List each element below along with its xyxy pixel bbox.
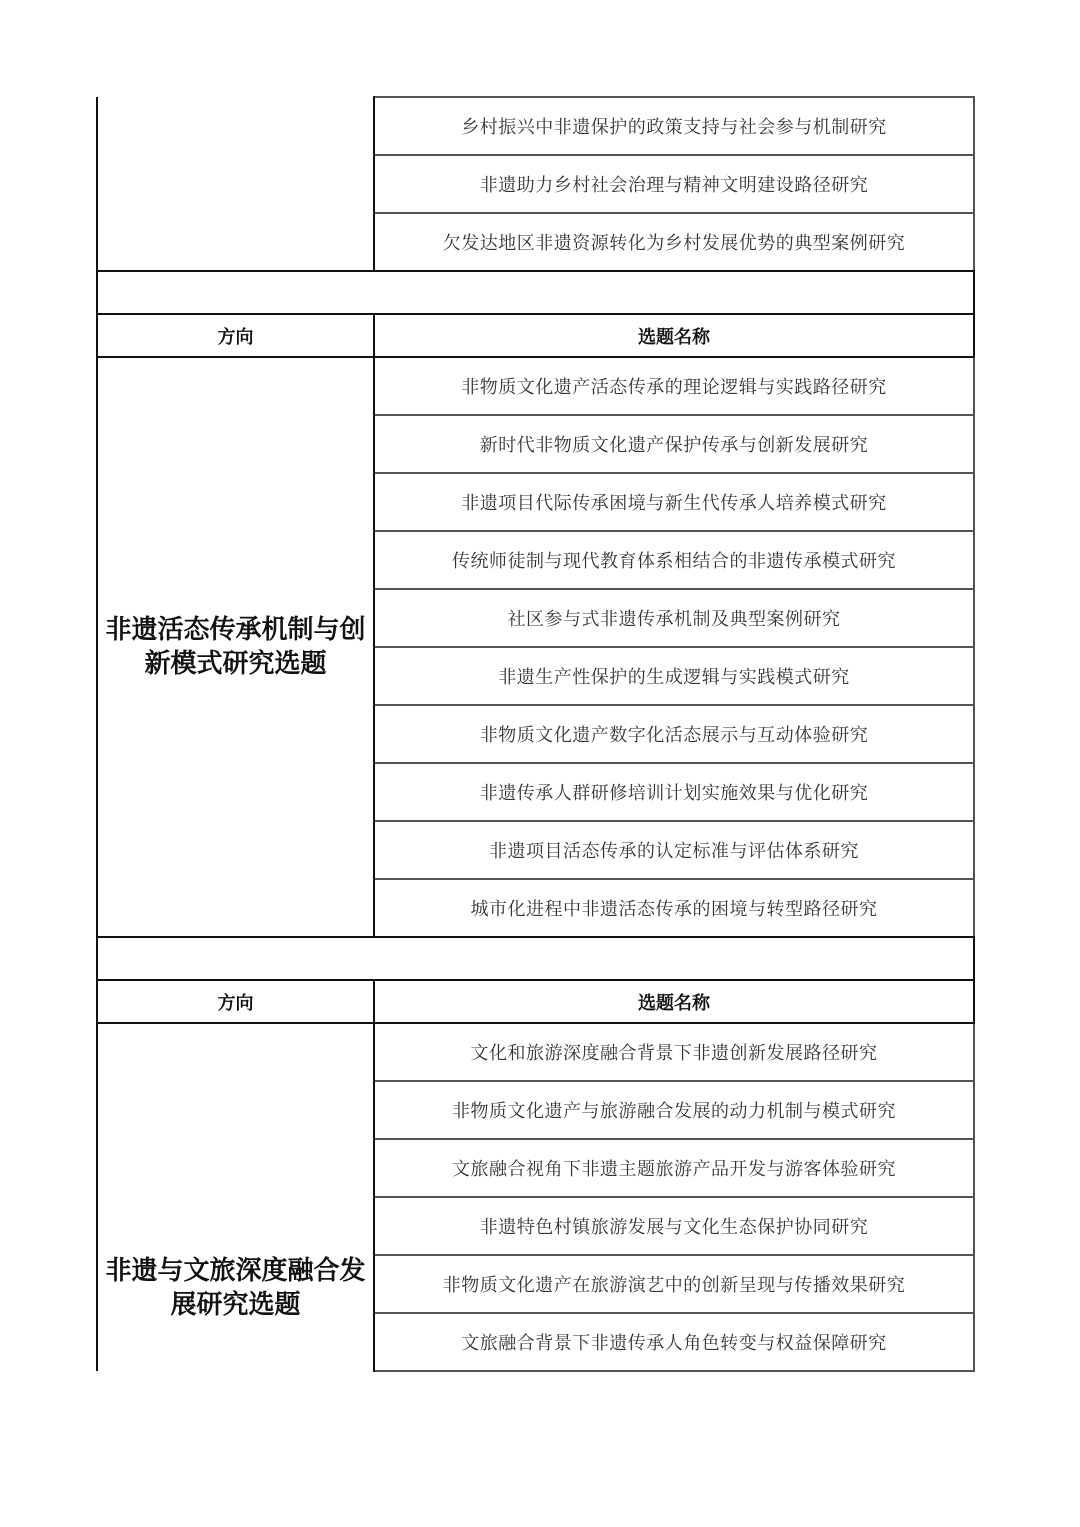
- spacer-row: [97, 271, 974, 314]
- direction-cell: 非遗与文旅深度融合发展研究选题: [97, 1023, 374, 1371]
- topic-cell: 社区参与式非遗传承机制及典型案例研究: [374, 589, 974, 647]
- topic-cell: 非物质文化遗产数字化活态展示与互动体验研究: [374, 705, 974, 763]
- direction-header: 方向: [97, 314, 374, 357]
- topic-cell: 非遗传承人群研修培训计划实施效果与优化研究: [374, 763, 974, 821]
- table-row: [97, 97, 974, 155]
- direction-header: 方向: [97, 980, 374, 1023]
- header-row: [97, 314, 974, 357]
- spacer-cell: [97, 271, 974, 314]
- topic-cell: 乡村振兴中非遗保护的政策支持与社会参与机制研究: [374, 97, 974, 155]
- topic-cell: 文旅融合视角下非遗主题旅游产品开发与游客体验研究: [374, 1139, 974, 1197]
- topic-cell: 非遗项目活态传承的认定标准与评估体系研究: [374, 821, 974, 879]
- table-row: [97, 357, 974, 415]
- topic-header: 选题名称: [374, 314, 974, 357]
- topic-cell: 非遗特色村镇旅游发展与文化生态保护协同研究: [374, 1197, 974, 1255]
- topic-cell: 新时代非物质文化遗产保护传承与创新发展研究: [374, 415, 974, 473]
- spacer-row: [97, 937, 974, 980]
- topic-cell: 传统师徒制与现代教育体系相结合的非遗传承模式研究: [374, 531, 974, 589]
- table-row: [97, 1023, 974, 1081]
- topic-cell: 非遗助力乡村社会治理与精神文明建设路径研究: [374, 155, 974, 213]
- direction-cell: [97, 97, 374, 271]
- topics-document: [96, 96, 973, 1372]
- topic-header: 选题名称: [374, 980, 974, 1023]
- spacer-cell: [97, 937, 974, 980]
- topic-cell: 非物质文化遗产在旅游演艺中的创新呈现与传播效果研究: [374, 1255, 974, 1313]
- topic-cell: 非遗项目代际传承困境与新生代传承人培养模式研究: [374, 473, 974, 531]
- topics-table: [96, 96, 975, 1372]
- topic-cell: 文化和旅游深度融合背景下非遗创新发展路径研究: [374, 1023, 974, 1081]
- topic-cell: 非遗生产性保护的生成逻辑与实践模式研究: [374, 647, 974, 705]
- header-row: [97, 980, 974, 1023]
- topic-cell: 文旅融合背景下非遗传承人角色转变与权益保障研究: [374, 1313, 974, 1371]
- topic-cell: 非物质文化遗产活态传承的理论逻辑与实践路径研究: [374, 357, 974, 415]
- topic-cell: 欠发达地区非遗资源转化为乡村发展优势的典型案例研究: [374, 213, 974, 271]
- direction-cell: 非遗活态传承机制与创新模式研究选题: [97, 357, 374, 937]
- topic-cell: 非物质文化遗产与旅游融合发展的动力机制与模式研究: [374, 1081, 974, 1139]
- topic-cell: 城市化进程中非遗活态传承的困境与转型路径研究: [374, 879, 974, 937]
